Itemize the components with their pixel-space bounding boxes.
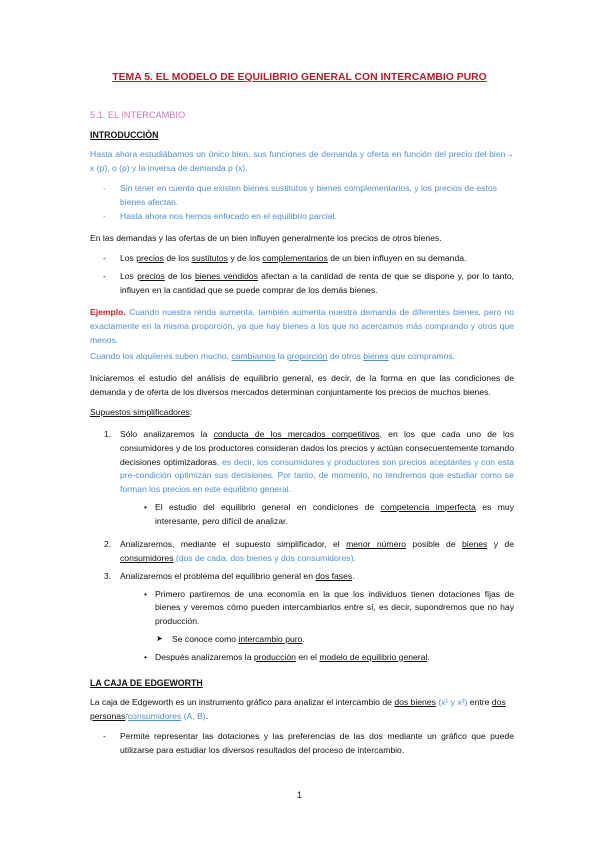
edgeworth-paragraph: La caja de Edgeworth es un instrumento gráfico para analizar el intercambio de dos bienes (x¹ y x²) entre dos personas/consumidores (A, B). bbox=[90, 697, 506, 721]
assumption-subitem: • Después analizaremos la producción en el modelo de equilibrio general. bbox=[144, 651, 430, 662]
demand-list bbox=[90, 252, 514, 297]
intro-list bbox=[90, 182, 514, 223]
example-paragraph: Ejemplo. Cuando nuestra renda aumenta, también aumenta nuestra demanda de diferentes bienes, pero no exactamente en la misma proporción, ya que hay bienes a los que no acercamos más comprando y otros que menos. bbox=[90, 307, 514, 345]
assumption-sublist bbox=[120, 588, 514, 629]
start-paragraph: Iniciaremos el estudio del análisis de equilibrio general, es decir, de la forma en que las condiciones de demanda y de oferta de los diversos mercados determinan conjuntamente los precios de muchos bienes. bbox=[90, 373, 514, 397]
document-title: TEMA 5. EL MODELO DE EQUILIBRIO GENERAL CON INTERCAMBIO PURO bbox=[112, 72, 487, 83]
assumption-subitem: • Primero partiremos de una economía en la que los individuos tienen dotaciones fijas de bienes y veremos cómo pueden intercambiarlos entre sí, es decir, supondremos que no hay producción. bbox=[144, 588, 514, 626]
assumptions-heading-block: Supuestos simplificadores: bbox=[90, 407, 193, 417]
assumption-subsublist bbox=[120, 633, 514, 647]
demand-list-item: - Los precios de los sustitutos y de los complementarios de un bien influyen en su demanda. bbox=[90, 252, 514, 266]
assumption-sublist bbox=[120, 501, 514, 529]
intro-heading: INTRODUCCIÓN bbox=[90, 130, 159, 140]
intro-paragraph: Hasta ahora estudiábamos un único bien, sus funciones de demanda y oferta en función del precio del bien→ x (p), o (p) y la inversa de demanda p (x). bbox=[90, 149, 514, 173]
demand-paragraph: En las demandas y las ofertas de un bien influyen generalmente los precios de otros bienes. bbox=[90, 233, 442, 243]
assumption-item: 3. Analizaremos el problema del equilibrio general en dos fases. • Primero partiremos de una economía en la que los individuos tienen dotaciones fijas de bienes y veremos cómo pueden intercambiarlos entre sí, es decir, supondremos que no hay producción. ➤ Se conoce como intercambio puro. • Después analizaremos la producción en el modelo de equilibrio general. bbox=[90, 570, 514, 665]
edgeworth-heading: LA CAJA DE EDGEWORTH bbox=[90, 678, 203, 688]
rent-paragraph: Cuando los alquileres suben mucho, cambiamos la proporción de otros bienes que compramos. bbox=[90, 351, 456, 361]
intro-list-item: - Hasta ahora nos hemos enfocado en el equilibrio parcial. bbox=[90, 210, 514, 224]
edgeworth-list-item: - Permite representar las dotaciones y las preferencias de las dos mediante un gráfico que puede utilizarse para estudiar los diversos resultados del proceso de intercambio. bbox=[90, 730, 514, 758]
intro-heading-block bbox=[90, 128, 514, 143]
example-label: Ejemplo. bbox=[90, 307, 126, 317]
assumption-item: 1. Sólo analizaremos la conducta de los mercados competitivos, en los que cada uno de los consumidores y de los productores consideran dados los precios y actúan consecuentemente tomando decisiones optimizadoras, es decir, los consumidores y productores son precios aceptantes y con esta pre-condición optimizan sus decisiones. Por tanto, de momento, no tendremos que estudiar como se forman los precios en este equilibrio general. • El estudio del equilibrio general en condiciones de competencia imperfecta es muy interesante, pero difícil de analizar. bbox=[90, 428, 514, 528]
section-heading: 5.1. EL INTERCAMBIO bbox=[90, 110, 186, 120]
assumption-item: 2. Analizaremos, mediante el supuesto simplificador, el menor número posible de bienes y de consumidores (dos de cada, dos bienes y dos consumidores). bbox=[104, 539, 514, 563]
assumption-sublist bbox=[120, 651, 514, 665]
edgeworth-heading-block bbox=[90, 676, 514, 691]
assumption-subitem: • El estudio del equilibrio general en condiciones de competencia imperfecta es muy interesante, pero difícil de analizar. bbox=[144, 501, 514, 526]
assumption-subsubitem: ➤ Se conoce como intercambio puro. bbox=[156, 633, 305, 644]
demand-list-item: - Los precios de los bienes vendidos afectan a la cantidad de renta de que se dispone y, por lo tanto, influyen en la cantidad que se puede comprar de los demás bienes. bbox=[90, 270, 514, 298]
assumptions-list bbox=[90, 428, 514, 668]
edgeworth-list bbox=[90, 730, 514, 758]
page-number: 1 bbox=[296, 790, 302, 800]
intro-list-item: - Sin tener en cuenta que existen bienes sustitutos y bienes complementarios, y los precios de estos bienes afectan. bbox=[90, 182, 514, 210]
assumptions-heading: Supuestos simplificadores bbox=[90, 407, 190, 417]
